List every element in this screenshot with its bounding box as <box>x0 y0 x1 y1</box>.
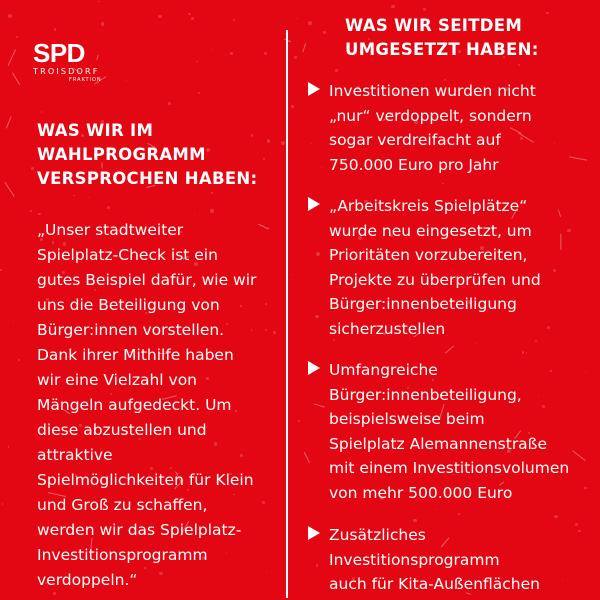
texture-scratch <box>5 116 11 129</box>
logo-spd: SPD <box>33 38 85 68</box>
texture-speck <box>188 13 191 16</box>
texture-speck <box>2 503 4 505</box>
texture-speck <box>18 359 20 361</box>
item-line: 750.000 Euro pro Jahr <box>329 155 499 174</box>
item-line: Bürger:innenbeteiligung <box>329 295 517 313</box>
texture-speck <box>230 52 233 55</box>
item-line: Prioritäten vorzubereiten, <box>329 246 528 264</box>
item-line: sogar verdreifacht auf <box>329 131 501 149</box>
texture-speck <box>16 36 18 38</box>
column-divider <box>286 30 288 598</box>
item-line: Umfangreiche <box>329 361 438 379</box>
texture-speck <box>281 141 285 145</box>
quote-line: Dank ihrer Mithilfe haben <box>37 346 234 364</box>
item-line: auch für Kita-Außenflächen <box>329 575 540 593</box>
texture-speck <box>264 52 268 56</box>
item-line: Spielplatz Alemannenstraße <box>329 434 547 453</box>
achievement-item <box>308 79 593 177</box>
texture-scratch <box>11 72 19 84</box>
texture-speck <box>73 195 75 197</box>
texture-speck <box>291 274 292 275</box>
quote-line: wir eine Vielzahl von <box>37 371 197 389</box>
item-line: „Arbeitskreis Spielplätze“ <box>329 197 528 215</box>
item-line: von mehr 500.000 Euro <box>329 483 513 502</box>
texture-speck <box>323 31 326 34</box>
achievement-item <box>308 523 593 597</box>
right-heading <box>345 14 585 62</box>
achievement-item <box>308 194 593 341</box>
left-heading-line: WAS WIR IM <box>37 121 154 140</box>
left-heading <box>37 119 277 191</box>
item-line: Investitionsprogramm <box>329 550 500 569</box>
texture-speck <box>13 321 14 322</box>
quote-line: werden wir das Spielplatz- <box>37 521 242 539</box>
texture-speck <box>423 8 426 11</box>
texture-speck <box>38 213 40 215</box>
texture-speck <box>522 351 524 353</box>
triangle-bullet-icon <box>308 82 320 96</box>
texture-speck <box>294 56 297 59</box>
right-heading-line: WAS WIR SEITDEM <box>345 16 523 35</box>
texture-speck <box>8 14 12 18</box>
texture-speck <box>476 343 478 345</box>
quote-line: verdoppeln.“ <box>37 571 138 589</box>
texture-scratch <box>5 182 15 197</box>
texture-speck <box>30 210 32 212</box>
quote-line: attraktive <box>37 446 113 464</box>
texture-speck <box>101 22 104 25</box>
logo-place: TROISDORF <box>33 67 100 76</box>
program-quote <box>37 218 282 593</box>
triangle-bullet-icon <box>308 197 320 211</box>
texture-speck <box>526 352 527 353</box>
quote-line: diese abzustellen und <box>37 421 207 439</box>
texture-scratch <box>8 50 16 67</box>
spd-logo <box>33 40 113 84</box>
texture-speck <box>413 519 417 523</box>
item-line: Zusätzliches <box>329 526 426 544</box>
texture-speck <box>291 105 294 108</box>
texture-speck <box>198 92 201 95</box>
quote-line: Investitionsprogramm <box>37 546 208 564</box>
item-line: Projekte zu überprüfen und <box>329 270 541 289</box>
texture-speck <box>126 80 127 81</box>
texture-speck <box>158 15 162 19</box>
texture-speck <box>194 214 195 215</box>
texture-speck <box>210 209 213 212</box>
texture-speck <box>54 28 56 30</box>
texture-scratch <box>302 43 306 51</box>
texture-speck <box>391 5 395 9</box>
texture-speck <box>31 167 33 169</box>
quote-line: uns die Beteiligung von <box>37 296 220 314</box>
texture-speck <box>191 17 194 20</box>
texture-speck <box>98 1 99 2</box>
texture-speck <box>308 21 312 25</box>
triangle-bullet-icon <box>308 526 320 540</box>
achievement-item <box>308 358 593 505</box>
left-heading-line: VERSPROCHEN HABEN: <box>37 169 258 188</box>
logo-fraktion: FRAKTION <box>69 77 102 83</box>
quote-line: gutes Beispiel dafür, wie wir <box>37 271 257 289</box>
texture-speck <box>554 515 558 519</box>
texture-scratch <box>445 345 454 353</box>
texture-speck <box>233 19 235 21</box>
item-line: „nur“ verdoppelt, sondern <box>329 106 532 125</box>
item-line: beispielsweise beim <box>329 410 485 428</box>
item-line: Investitionen wurden nicht <box>329 82 536 100</box>
left-heading-line: WAHLPROGRAMM <box>37 145 206 164</box>
texture-speck <box>41 111 42 112</box>
texture-speck <box>211 192 213 194</box>
texture-speck <box>196 61 197 62</box>
texture-speck <box>436 509 437 510</box>
quote-line: Spielplatz-Check ist ein <box>37 246 218 264</box>
texture-speck <box>518 64 520 66</box>
texture-speck <box>107 206 110 209</box>
item-line: wurde neu eingesetzt, um <box>329 221 532 240</box>
triangle-bullet-icon <box>308 361 320 375</box>
texture-speck <box>0 269 2 271</box>
texture-speck <box>296 18 297 19</box>
texture-speck <box>442 183 444 185</box>
texture-speck <box>298 420 300 422</box>
quote-line: und Groß zu schaffen, <box>37 496 208 514</box>
item-line: sicherzustellen <box>329 319 446 338</box>
texture-speck <box>88 197 89 198</box>
quote-line: Bürger:innen vorstellen. <box>37 321 225 339</box>
texture-speck <box>211 49 212 50</box>
right-heading-line: UMGESETZT HABEN: <box>345 40 539 59</box>
item-line: Bürger:innenbeteiligung, <box>329 385 522 404</box>
texture-speck <box>335 69 337 71</box>
quote-line: Spielmöglichkeiten für Klein <box>37 471 254 489</box>
texture-speck <box>8 446 9 447</box>
texture-speck <box>168 102 171 105</box>
quote-line: Mängeln aufgedeckt. Um <box>37 396 232 414</box>
item-line: mit einem Investitionsvolumen <box>329 459 570 477</box>
quote-line: „Unser stadtweiter <box>37 221 184 239</box>
texture-speck <box>458 513 460 515</box>
